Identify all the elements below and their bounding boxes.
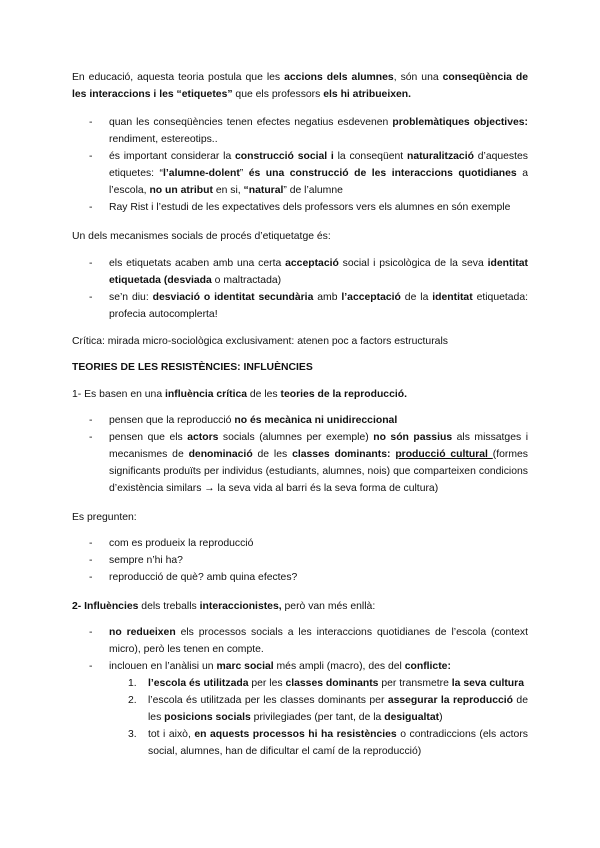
intro-paragraph: [72, 69, 528, 103]
list-item: - els etiquetats acaben amb una certa acceptació social i psicològica de la seva identitat etiquetada (desviada o maltractada): [72, 255, 528, 289]
interactionist-list: [72, 624, 528, 675]
labeling-mechanism-list: [72, 255, 528, 323]
section-2-intro: 2- Influències dels treballs interaccionistes, però van més enllà:: [72, 601, 376, 612]
questions-intro: Es pregunten:: [72, 512, 137, 523]
list-item: - com es produeix la reproducció: [72, 535, 528, 552]
list-item: - pensen que la reproducció no és mecànica ni unidireccional: [72, 412, 528, 429]
mechanisms-intro: Un dels mecanismes socials de procés d’etiquetatge és:: [72, 231, 331, 242]
conflict-numbered-list: [72, 675, 528, 760]
list-item: - no redueixen els processos socials a les interaccions quotidianes de l’escola (context micro), però les tenen en compte.: [72, 624, 528, 658]
list-item: - sempre n’hi ha?: [72, 552, 528, 569]
list-item: - és important considerar la construcció social i la conseqüent naturalització d’aquestes etiquetes: “l’alumne-dolent” és una construcció de les interaccions quotidianes a l’escola, no un atribut en si, “natural” de l’alumne: [72, 148, 528, 199]
text-run: que els professors: [232, 89, 324, 100]
bold-run: accions dels alumnes: [284, 72, 394, 83]
text-run: , són una: [393, 72, 443, 83]
numbered-item: 3. tot i això, en aquests processos hi ha resistències o contradiccions (els actors social, alumnes, han de dificultar el camí de la reproducció): [128, 729, 528, 757]
numbered-item: 1. l’escola és utilitzada per les classes dominants per transmetre la seva cultura: [128, 678, 524, 689]
list-item: - quan les conseqüències tenen efectes negatius esdevenen problemàtiques objectives: rendiment, estereotips..: [72, 114, 528, 148]
numbered-item: 2. l’escola és utilitzada per les classes dominants per assegurar la reproducció de les posicions socials privilegiades (per tant, de la desigualtat): [128, 695, 528, 723]
questions-list: [72, 535, 528, 586]
list-item: - pensen que els actors socials (alumnes per exemple) no són passius als missatges i mecanismes de denominació de les classes dominants: producció cultural (formes significants produïts per individus (estudiants, alumnes, nois) que comparteixen condicions d’existència similars → la seva vida al barri és la seva forma de cultura): [72, 429, 528, 497]
reproduction-list: [72, 412, 528, 497]
critique-text: Crítica: mirada micro-sociològica exclusivament: atenen poc a factors estructurals: [72, 336, 448, 347]
bold-run: els hi atribueixen.: [323, 89, 412, 100]
list-item: - Ray Rist i l’estudi de les expectatives dels professors vers els alumnes en són exemple: [72, 199, 528, 216]
text-run: En educació, aquesta teoria postula que les: [72, 72, 285, 83]
list-item: - se’n diu: desviació o identitat secundària amb l’acceptació de la identitat etiquetada: profecia autocomplerta!: [72, 289, 528, 323]
list-item: - reproducció de què? amb quina efectes?: [72, 569, 528, 586]
bold-run: conseqüència de les interaccions i les “etiquetes”: [72, 72, 529, 100]
section-heading: TEORIES DE LES RESISTÈNCIES: INFLUÈNCIES: [72, 362, 313, 373]
section-1-intro: 1- Es basen en una influència crítica de les teories de la reproducció.: [72, 389, 407, 400]
list-item: - inclouen en l’anàlisi un marc social més ampli (macro), des del conflicte:: [72, 658, 528, 675]
labeling-consequences-list: [72, 114, 528, 216]
